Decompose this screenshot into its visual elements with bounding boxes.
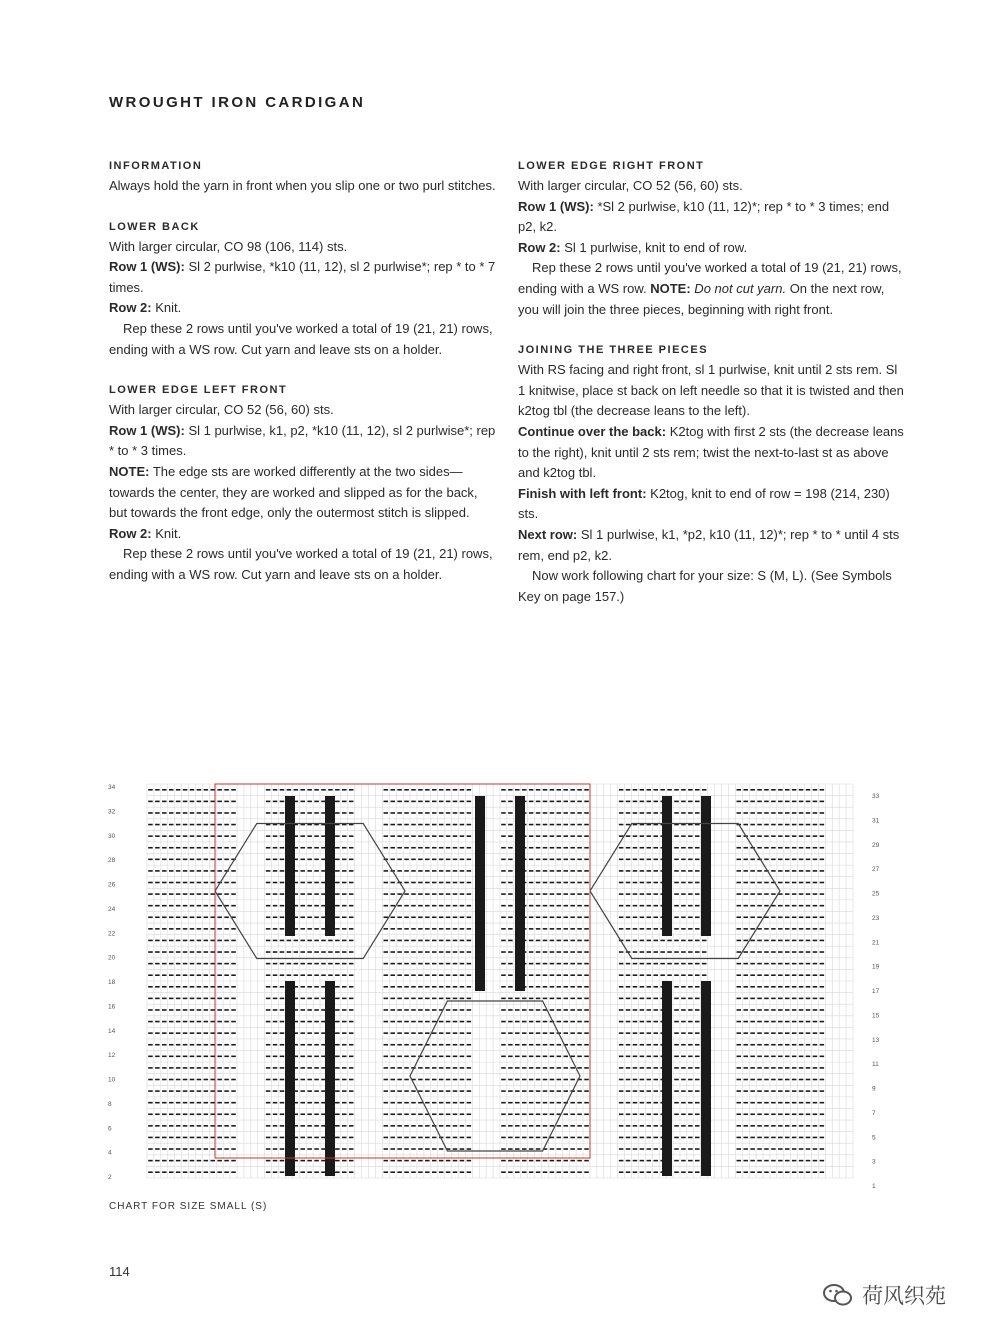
repeat-box bbox=[215, 784, 590, 1158]
row-number-label: 33 bbox=[872, 793, 880, 800]
row-label: Row 1 (WS): bbox=[109, 422, 185, 438]
lower-back-row1 bbox=[109, 257, 499, 298]
note-label: NOTE: bbox=[650, 280, 691, 296]
lower-back-row2 bbox=[109, 298, 499, 319]
row-number-label: 4 bbox=[108, 1149, 112, 1157]
step-text: Sl 1 purlwise, k1, *p2, k10 (11, 12)*; rep * to * until 4 sts rem, end p2, k2. bbox=[518, 526, 900, 563]
cable-hexagon bbox=[410, 1001, 580, 1151]
row-number-label: 28 bbox=[108, 857, 116, 865]
left-front-heading: LOWER EDGE LEFT FRONT bbox=[109, 384, 288, 397]
note-label: NOTE: bbox=[109, 463, 150, 479]
row-number-label: 23 bbox=[872, 914, 880, 922]
row-number-label: 32 bbox=[108, 808, 116, 816]
information-heading: INFORMATION bbox=[109, 160, 203, 172]
cable-hexagon bbox=[590, 824, 780, 959]
lower-back-heading: LOWER BACK bbox=[109, 220, 200, 233]
page-number: 114 bbox=[109, 1264, 130, 1279]
left-front-repeat: Rep these 2 rows until you've worked a total of 19 (21, 21) rows, ending with a WS row. Cut yarn and leave sts on a holder. bbox=[109, 546, 493, 582]
page-title: WROUGHT IRON CARDIGAN bbox=[109, 94, 366, 111]
row-number-label: 17 bbox=[872, 988, 880, 995]
row-label: Row 2: bbox=[518, 239, 561, 255]
row-number-label: 24 bbox=[108, 905, 116, 913]
row-number-label: 29 bbox=[872, 841, 880, 849]
joining-heading: JOINING THE THREE PIECES bbox=[518, 344, 709, 357]
row-number-label: 10 bbox=[108, 1076, 116, 1084]
left-front-row2 bbox=[109, 524, 499, 545]
row-label: Row 1 (WS): bbox=[109, 259, 185, 275]
row-number-label: 19 bbox=[872, 963, 880, 971]
row-number-label: 5 bbox=[872, 1134, 876, 1142]
slip-stitch-bar bbox=[475, 818, 485, 991]
slip-stitch-bar bbox=[701, 796, 711, 936]
row-number-label: 15 bbox=[872, 1012, 880, 1020]
knitting-chart bbox=[100, 776, 892, 1190]
step-text: K2tog with first 2 sts (the decrease leans to the right), knit until 2 sts rem; twist the next-to-last st as above and k2tog tbl. bbox=[518, 423, 904, 481]
left-front-row1 bbox=[109, 421, 499, 462]
row-number-label: 27 bbox=[872, 866, 880, 874]
row-number-label: 18 bbox=[108, 979, 116, 986]
watermark bbox=[822, 1280, 946, 1310]
note-text: Do not cut yarn. bbox=[690, 280, 787, 296]
row-label: Row 1 (WS): bbox=[518, 198, 594, 214]
slip-stitch-bar bbox=[701, 981, 711, 1176]
row-label: Row 2: bbox=[109, 525, 152, 541]
row-number-label: 22 bbox=[108, 930, 116, 938]
row-number-label: 2 bbox=[108, 1174, 112, 1181]
next-row bbox=[518, 525, 908, 566]
row-number-label: 30 bbox=[108, 832, 116, 840]
row-number-label: 34 bbox=[108, 784, 116, 791]
row-text: *Sl 2 purlwise, k10 (11, 12)*; rep * to * 3 times; end p2, k2. bbox=[518, 198, 890, 235]
note-text: The edge sts are worked differently at the two sides—towards the center, they are worked and slipped as for the back, but towards the front edge, only the outermost stitch is slipped. bbox=[109, 463, 478, 521]
finish-left-front bbox=[518, 484, 908, 525]
information-text: Always hold the yarn in front when you slip one or two purl stitches. bbox=[109, 178, 496, 193]
right-front-row1 bbox=[518, 197, 908, 238]
row-number-label: 7 bbox=[872, 1109, 876, 1117]
row-number-label: 25 bbox=[872, 890, 880, 898]
row-number-label: 14 bbox=[108, 1027, 116, 1035]
right-front-heading: LOWER EDGE RIGHT FRONT bbox=[518, 160, 705, 172]
slip-stitch-bar bbox=[325, 796, 335, 936]
row-number-label: 8 bbox=[108, 1100, 112, 1108]
repeat-text: Rep these 2 rows until you've worked a total of 19 (21, 21) rows, ending with a WS row. bbox=[518, 260, 902, 296]
watermark-text: 荷风织苑 bbox=[862, 1284, 946, 1308]
step-label: Finish with left front: bbox=[518, 485, 647, 501]
repeat-tail: On the next row, you will join the three pieces, beginning with right front. bbox=[518, 280, 885, 317]
left-front-cast-on: With larger circular, CO 52 (56, 60) sts. bbox=[109, 402, 334, 418]
knitting-chart-svg bbox=[100, 776, 892, 1190]
slip-stitch-bar bbox=[662, 981, 672, 1176]
left-front-note bbox=[109, 462, 499, 524]
row-text: Sl 1 purlwise, knit to end of row. bbox=[560, 239, 748, 255]
row-number-label: 12 bbox=[108, 1052, 116, 1060]
right-front-repeat bbox=[518, 258, 908, 320]
right-front-cast-on: With larger circular, CO 52 (56, 60) sts. bbox=[518, 178, 743, 193]
row-text: Sl 1 purlwise, k1, p2, *k10 (11, 12), sl 2 purlwise*; rep * to * 3 times. bbox=[109, 422, 496, 459]
row-number-label: 1 bbox=[872, 1183, 876, 1190]
right-front-row2 bbox=[518, 238, 908, 259]
row-number-label: 26 bbox=[108, 881, 116, 889]
wechat-icon bbox=[822, 1282, 854, 1308]
row-number-label: 6 bbox=[108, 1125, 112, 1133]
row-number-label: 13 bbox=[872, 1036, 880, 1044]
continue-back bbox=[518, 422, 908, 484]
lower-back-cast-on: With larger circular, CO 98 (106, 114) sts. bbox=[109, 238, 348, 254]
row-text: Sl 2 purlwise, *k10 (11, 12), sl 2 purlwise*; rep * to * 7 times. bbox=[109, 259, 496, 295]
step-text: K2tog, knit to end of row = 198 (214, 230) sts. bbox=[518, 485, 890, 522]
right-column bbox=[518, 156, 908, 607]
lower-back-repeat: Rep these 2 rows until you've worked a total of 19 (21, 21) rows, ending with a WS row. Cut yarn and leave sts on a holder. bbox=[109, 320, 493, 357]
slip-stitch-bar bbox=[662, 796, 672, 936]
step-label: Next row: bbox=[518, 526, 578, 542]
step-label: Continue over the back: bbox=[518, 423, 667, 439]
row-number-label: 11 bbox=[872, 1061, 879, 1069]
row-label: Row 2: bbox=[109, 300, 152, 316]
slip-stitch-bar bbox=[285, 981, 295, 1176]
row-number-label: 21 bbox=[872, 939, 880, 947]
slip-stitch-bar bbox=[325, 981, 335, 1176]
row-text: Knit. bbox=[151, 300, 182, 316]
row-number-label: 9 bbox=[872, 1085, 876, 1093]
left-column bbox=[109, 156, 499, 586]
slip-stitch-bar bbox=[515, 818, 525, 991]
row-number-label: 3 bbox=[872, 1158, 876, 1166]
row-text: Knit. bbox=[151, 525, 182, 541]
chart-instruction: Now work following chart for your size: S (M, L). (See Symbols Key on page 157.) bbox=[518, 568, 892, 604]
row-number-label: 16 bbox=[108, 1003, 116, 1011]
joining-text: With RS facing and right front, sl 1 purlwise, knit until 2 sts rem. Sl 1 knitwise, place st back on left needle so that it is twisted and then k2tog tbl (the decrease leans to the left). bbox=[518, 362, 904, 419]
chart-caption: CHART FOR SIZE SMALL (S) bbox=[109, 1201, 268, 1212]
cable-hexagon bbox=[215, 824, 405, 959]
row-number-label: 31 bbox=[872, 817, 880, 825]
row-number-label: 20 bbox=[108, 954, 116, 962]
slip-stitch-bar bbox=[285, 796, 295, 936]
